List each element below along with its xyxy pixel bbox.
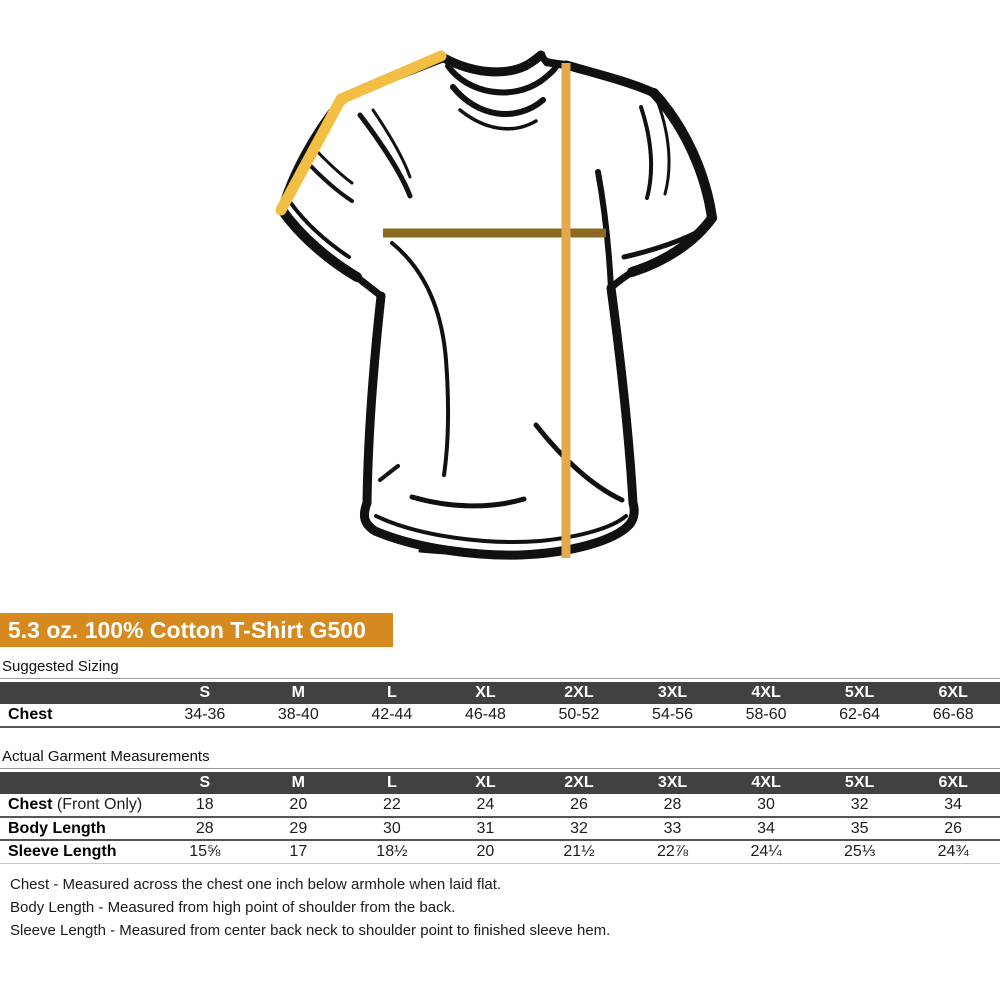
size-col-header: XL <box>439 772 533 794</box>
cell: 24¼ <box>719 840 813 863</box>
suggested-sizing-table <box>0 682 1000 728</box>
cell: 34 <box>719 817 813 840</box>
cell: 22⅞ <box>626 840 720 863</box>
product-title-banner <box>0 613 393 647</box>
footnote-sleeve-length: Sleeve Length - Measured from center back neck to shoulder point to finished sleeve hem. <box>10 921 611 939</box>
cell: 32 <box>532 817 626 840</box>
header-spacer <box>0 682 158 704</box>
row-label <box>0 817 158 840</box>
row-label <box>0 840 158 863</box>
cell: 32 <box>813 794 907 817</box>
size-col-header: 3XL <box>626 682 720 704</box>
size-col-header: 4XL <box>719 682 813 704</box>
table-row-sleeve-length <box>0 840 1000 863</box>
row-label <box>0 704 158 727</box>
cell: 30 <box>345 817 439 840</box>
cell: 17 <box>252 840 346 863</box>
size-col-header: M <box>252 682 346 704</box>
cell: 20 <box>439 840 533 863</box>
size-header-row <box>0 682 1000 704</box>
garment-measurements-table <box>0 772 1000 864</box>
cell: 24¾ <box>906 840 1000 863</box>
cell: 34 <box>906 794 1000 817</box>
cell: 33 <box>626 817 720 840</box>
cell: 24 <box>439 794 533 817</box>
table-row-chest <box>0 704 1000 727</box>
size-header-row <box>0 772 1000 794</box>
row-label-text: Body Length <box>8 819 106 837</box>
cell: 18½ <box>345 840 439 863</box>
size-col-header: 5XL <box>813 682 907 704</box>
cell: 20 <box>252 794 346 817</box>
sleeve-length-measurement-line <box>281 56 441 210</box>
suggested-sizing-label: Suggested Sizing <box>0 658 1000 679</box>
product-title: 5.3 oz. 100% Cotton T-Shirt G500 <box>8 617 366 643</box>
row-label-text: Sleeve Length <box>8 842 117 860</box>
cell: 54-56 <box>626 704 720 727</box>
cell: 18 <box>158 794 252 817</box>
size-col-header: L <box>345 682 439 704</box>
footnote-chest: Chest - Measured across the chest one inch below armhole when laid flat. <box>10 875 502 893</box>
cell: 62-64 <box>813 704 907 727</box>
measurement-definitions <box>0 873 1000 942</box>
size-col-header: L <box>345 772 439 794</box>
size-col-header: 2XL <box>532 772 626 794</box>
size-col-header: 4XL <box>719 772 813 794</box>
cell: 25⅓ <box>813 840 907 863</box>
cell: 42-44 <box>345 704 439 727</box>
cell: 26 <box>906 817 1000 840</box>
size-col-header: S <box>158 772 252 794</box>
cell: 31 <box>439 817 533 840</box>
cell: 29 <box>252 817 346 840</box>
size-col-header: 5XL <box>813 772 907 794</box>
tshirt-outline <box>282 55 712 555</box>
cell: 46-48 <box>439 704 533 727</box>
cell: 34-36 <box>158 704 252 727</box>
cell: 22 <box>345 794 439 817</box>
cell: 35 <box>813 817 907 840</box>
cell: 50-52 <box>532 704 626 727</box>
table-row-chest-front <box>0 794 1000 817</box>
size-col-header: 6XL <box>906 772 1000 794</box>
garment-measurements-label: Actual Garment Measurements <box>0 748 1000 769</box>
cell: 26 <box>532 794 626 817</box>
size-col-header: 6XL <box>906 682 1000 704</box>
size-col-header: XL <box>439 682 533 704</box>
cell: 28 <box>626 794 720 817</box>
cell: 58-60 <box>719 704 813 727</box>
cell: 38-40 <box>252 704 346 727</box>
cell: 15⅝ <box>158 840 252 863</box>
cell: 66-68 <box>906 704 1000 727</box>
cell: 30 <box>719 794 813 817</box>
row-label-text: Chest <box>8 796 53 813</box>
footnote-body-length: Body Length - Measured from high point of shoulder from the back. <box>10 898 456 916</box>
row-label-suffix: (Front Only) <box>52 796 143 813</box>
cell: 28 <box>158 817 252 840</box>
size-col-header: 3XL <box>626 772 720 794</box>
row-label <box>0 794 158 817</box>
table-row-body-length <box>0 817 1000 840</box>
size-col-header: 2XL <box>532 682 626 704</box>
size-col-header: M <box>252 772 346 794</box>
row-label-text: Chest <box>8 706 53 723</box>
size-col-header: S <box>158 682 252 704</box>
cell: 21½ <box>532 840 626 863</box>
header-spacer <box>0 772 158 794</box>
